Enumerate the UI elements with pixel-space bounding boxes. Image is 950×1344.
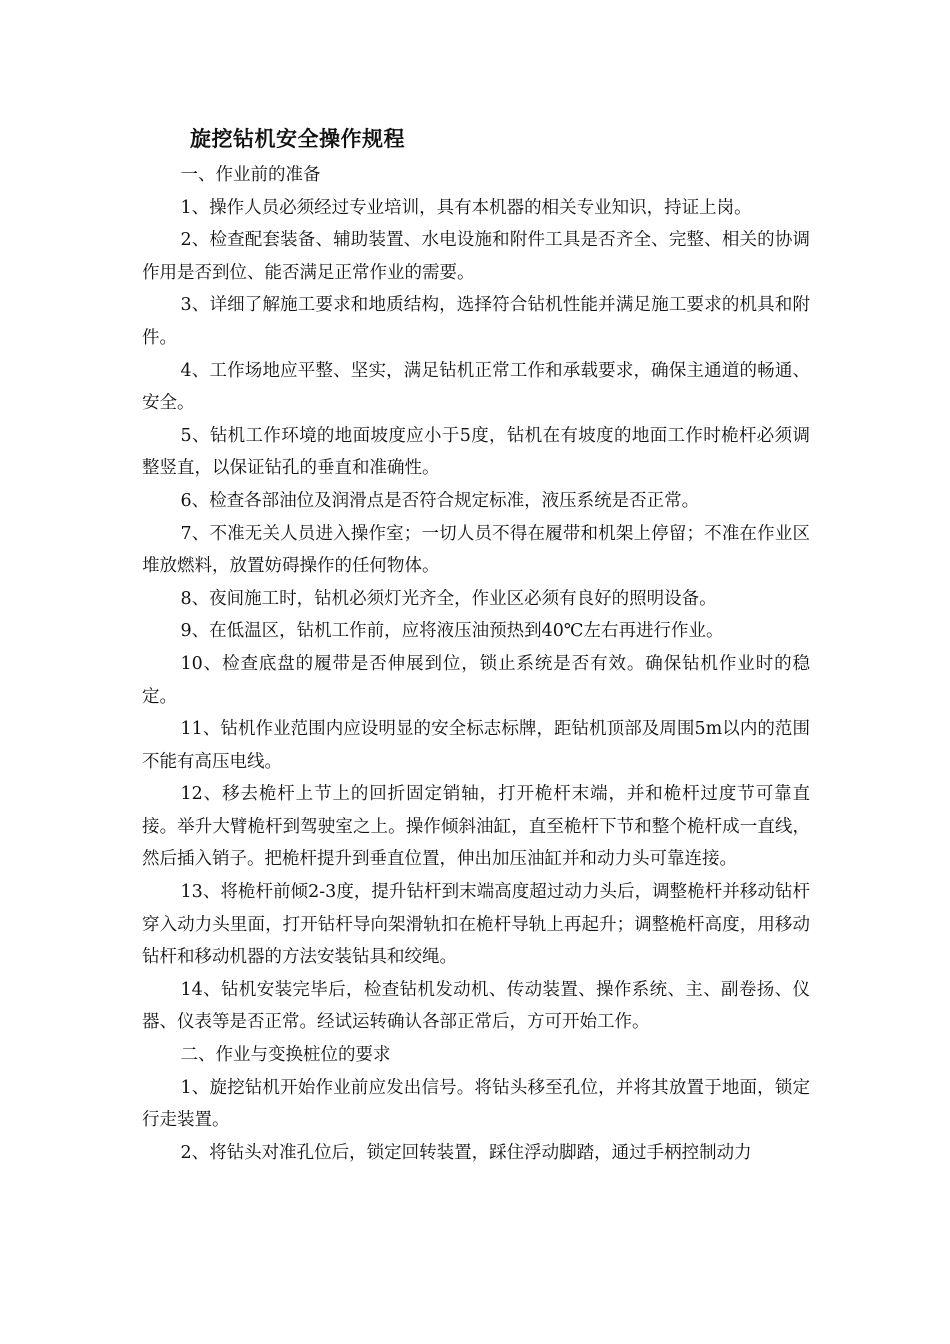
paragraph: 12、移去桅杆上节上的回折固定销轴，打开桅杆末端，并和桅杆过度节可靠直接。举升大臂桅杆到驾驶室之上。操作倾斜油缸，直至桅杆下节和整个桅杆成一直线，然后插入销子。把桅杆提升到垂直位置，伸出加压油缸并和动力头可靠连接。 [142, 784, 810, 870]
section-heading-preparation: 一、作业前的准备 [180, 165, 321, 185]
paragraph: 5、钻机工作环境的地面坡度应小于5度，钻机在有坡度的地面工作时桅杆必须调整竖直，以保证钻孔的垂直和准确性。 [142, 425, 810, 479]
section-heading-operation: 二、作业与变换桩位的要求 [180, 1045, 391, 1066]
paragraph: 11、钻机作业范围内应设明显的安全标志标牌，距钻机顶部及周围5m以内的范围不能有高压电线。 [142, 719, 810, 772]
paragraph: 8、夜间施工时，钻机必须灯光齐全，作业区必须有良好的照明设备。 [180, 588, 717, 609]
paragraph: 10、检查底盘的履带是否伸展到位，锁止系统是否有效。确保钻机作业时的稳定。 [142, 653, 810, 707]
paragraph: 2、检查配套装备、辅助装置、水电设施和附件工具是否齐全、完整、相关的协调作用是否到位、能否满足正常作业的需要。 [142, 230, 810, 283]
document-title: 旋挖钻机安全操作规程 [190, 127, 405, 151]
paragraph: 7、不准无关人员进入操作室；一切人员不得在履带和机架上停留；不准在作业区堆放燃料，放置妨碍操作的任何物体。 [142, 523, 810, 577]
paragraph: 13、将桅杆前倾2-3度，提升钻杆到末端高度超过动力头后，调整桅杆并移动钻杆穿入动力头里面，打开钻杆导向架滑轨扣在桅杆导轨上再起升；调整桅杆高度，用移动钻杆和移动机器的方法安装钻具和绞绳。 [142, 882, 810, 968]
paragraph: 4、工作场地应平整、坚实，满足钻机正常工作和承载要求，确保主通道的畅通、安全。 [142, 360, 810, 414]
paragraph: 14、钻机安装完毕后，检查钻机发动机、传动装置、操作系统、主、副卷扬、仪器、仪表等是否正常。经试运转确认各部正常后，方可开始工作。 [142, 979, 810, 1033]
paragraph: 1、操作人员必须经过专业培训，具有本机器的相关专业知识，持证上岗。 [180, 197, 752, 218]
paragraph: 6、检查各部油位及润滑点是否符合规定标准，液压系统是否正常。 [180, 490, 700, 511]
paragraph: 3、详细了解施工要求和地质结构，选择符合钻机性能并满足施工要求的机具和附件。 [142, 295, 810, 348]
paragraph: 9、在低温区，钻机工作前，应将液压油预热到40℃左右再进行作业。 [180, 621, 724, 642]
paragraph: 2、将钻头对准孔位后，锁定回转装置，踩住浮动脚踏，通过手柄控制动力 [180, 1142, 752, 1163]
document-body [142, 159, 810, 1169]
paragraph: 1、旋挖钻机开始作业前应发出信号。将钻头移至孔位，并将其放置于地面，锁定行走装置。 [142, 1077, 810, 1131]
